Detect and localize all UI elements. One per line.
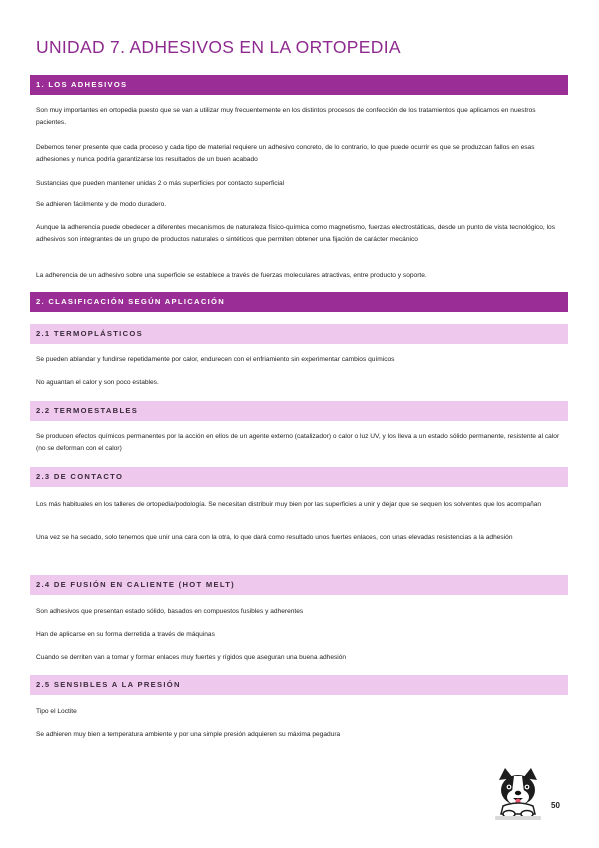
subsection-heading-2-1: 2.1 TERMOPLÁSTICOS (30, 324, 568, 344)
paragraph: Se adhieren muy bien a temperatura ambiente y por una simple presión adquieren su máxima pegadura (36, 731, 341, 738)
paragraph: Una vez se ha secado, solo tenemos que unir una cara con la otra, lo que dará como resultado unos fuertes enlaces, con unas elevadas resistencias a la adhesión (36, 534, 513, 541)
section-heading-1: 1. LOS ADHESIVOS (30, 75, 568, 95)
paragraph: Son adhesivos que presentan estado sólido, basados en compuestos fusibles y adherentes (36, 608, 304, 615)
subsection-heading-2-5: 2.5 SENSIBLES A LA PRESIÓN (30, 675, 568, 695)
paragraph: La adherencia de un adhesivo sobre una superficie se establece a través de fuerzas moleculares atractivas, entre producto y soporte. (36, 272, 427, 279)
page-number: 50 (551, 801, 560, 810)
paragraph: Tipo el Loctite (36, 708, 77, 715)
dog-mascot-icon (493, 766, 543, 822)
section-heading-2: 2. CLASIFICACIÓN SEGÚN APLICACIÓN (30, 292, 568, 312)
paragraph: Han de aplicarse en su forma derretida a través de máquinas (36, 631, 215, 638)
paragraph: Se adhieren fácilmente y de modo duradero. (36, 201, 167, 208)
page-title: UNIDAD 7. ADHESIVOS EN LA ORTOPEDIA (36, 37, 401, 57)
paragraph: Aunque la adherencia puede obedecer a diferentes mecanismos de naturaleza físico-química como magnetismo, fuerzas electrostáticas, desde un punto de vista tecnológico, los adhesivos son integrantes de un grupo de productos naturales o sintéticos que permiten obtener una fijación de carácter mecánico (36, 224, 556, 243)
paragraph: Sustancias que pueden mantener unidas 2 o más superficies por contacto superficial (36, 180, 285, 187)
paragraph: Se producen efectos químicos permanentes por la acción en ellos de un agente externo (catalizador) o calor o luz UV, y los lleva a un estado sólido permanente, resistente al calor (no se deforman con el calor) (36, 433, 560, 452)
paragraph: Los más habituales en los talleres de ortopedia/podología. Se necesitan distribuir muy bien por las superficies a unir y dejar que se sequen los solventes que los acompañan (36, 501, 542, 508)
subsection-heading-2-4: 2.4 DE FUSIÓN EN CALIENTE (HOT MELT) (30, 575, 568, 595)
paragraph: No aguantan el calor y son poco estables. (36, 379, 159, 386)
paragraph: Son muy importantes en ortopedia puesto que se van a utilizar muy frecuentemente en los distintos procesos de confección de los tratamientos que aplicamos en nuestros pacientes. (36, 107, 536, 126)
paragraph: Debemos tener presente que cada proceso y cada tipo de material requiere un adhesivo concreto, de lo contrario, lo que puede ocurrir es que se produzcan fallos en esas adhesiones y nunca podría garantizarse los resultados de un buen acabado (36, 144, 535, 163)
subsection-heading-2-3: 2.3 DE CONTACTO (30, 467, 568, 487)
subsection-heading-2-2: 2.2 TERMOESTABLES (30, 401, 568, 421)
paragraph: Cuando se derriten van a tomar y formar enlaces muy fuertes y rígidos que aseguran una buena adhesión (36, 654, 347, 661)
paragraph: Se pueden ablandar y fundirse repetidamente por calor, endurecen con el enfriamiento sin experimentar cambios químicos (36, 356, 395, 363)
